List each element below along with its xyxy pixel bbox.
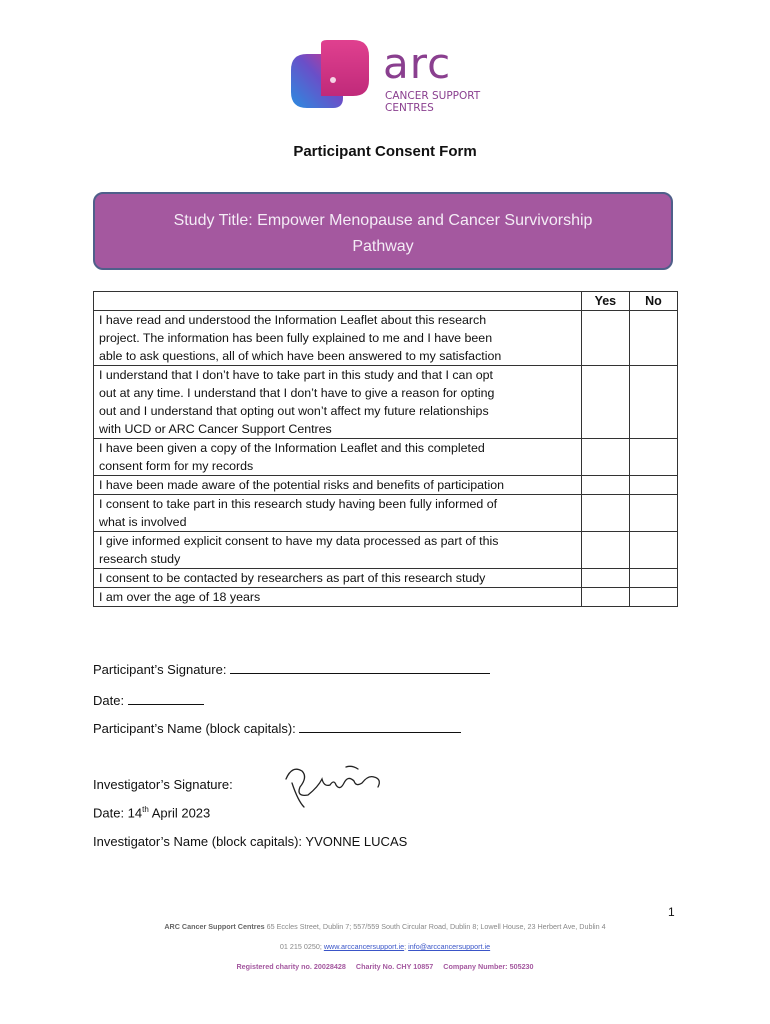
- consent-statement: I am over the age of 18 years: [94, 588, 582, 607]
- form-title: Participant Consent Form: [293, 143, 477, 160]
- study-title-line1: Study Title: Empower Menopause and Cancer Survivorship: [173, 212, 593, 229]
- yes-checkbox[interactable]: [581, 532, 629, 569]
- table-row: [94, 366, 678, 439]
- consent-statement: I have been given a copy of the Information Leaflet and this completed consent form for my records: [94, 439, 582, 476]
- yes-checkbox[interactable]: [581, 311, 629, 366]
- footer-contact: 01 215 0250; www.arccancersupport.ie; info@arccancersupport.ie: [279, 942, 491, 951]
- study-title-line2: Pathway: [352, 238, 414, 255]
- consent-statement: I have read and understood the Information Leaflet about this research project. The information has been fully explained to me and I have been able to ask questions, all of which have been answered to my satisfaction: [94, 311, 582, 366]
- footer-charity-no: Charity No. CHY 10857: [355, 962, 434, 971]
- yes-checkbox[interactable]: [581, 439, 629, 476]
- consent-statement: I give informed explicit consent to have my data processed as part of this research study: [94, 532, 582, 569]
- no-checkbox[interactable]: [629, 495, 677, 532]
- no-checkbox[interactable]: [629, 476, 677, 495]
- consent-statement: I consent to take part in this research study having been fully informed of what is involved: [94, 495, 582, 532]
- investigator-signature-label: Investigator’s Signature:: [93, 777, 233, 792]
- investigator-date: Date: 14th April 2023: [93, 805, 211, 821]
- yes-checkbox[interactable]: [581, 366, 629, 439]
- page-number: 1: [668, 905, 675, 919]
- logo-subtitle: CANCER SUPPORT CENTRES: [385, 90, 481, 114]
- table-row: [94, 311, 678, 366]
- footer-reg-charity: Registered charity no. 20028428: [236, 962, 346, 971]
- investigator-name: Investigator’s Name (block capitals): YVONNE LUCAS: [93, 834, 408, 849]
- footer-phone: 01 215 0250;: [279, 942, 324, 951]
- table-row: [94, 439, 678, 476]
- consent-statement: I understand that I don’t have to take part in this study and that I can opt out at any time. I understand that I don’t have to give a reason for opting out and I understand that opting out won’t affect my future relationships with UCD or ARC Cancer Support Centres: [94, 366, 582, 439]
- no-checkbox[interactable]: [629, 366, 677, 439]
- table-row: [94, 569, 678, 588]
- consent-statement: I consent to be contacted by researchers as part of this research study: [94, 569, 582, 588]
- no-checkbox[interactable]: [629, 588, 677, 607]
- no-checkbox[interactable]: [629, 311, 677, 366]
- consent-table: [93, 291, 678, 607]
- participant-name-row: [93, 718, 461, 736]
- footer-company-no: Company Number: 505230: [443, 962, 534, 971]
- no-checkbox[interactable]: [629, 439, 677, 476]
- footer-address-text: 65 Eccles Street, Dublin 7; 557/559 South Circular Road, Dublin 8; Lowell House, 23 Herbert Ave, Dublin 4: [264, 922, 606, 931]
- yes-checkbox[interactable]: [581, 495, 629, 532]
- logo-wordmark: arc: [383, 39, 452, 88]
- table-row: [94, 495, 678, 532]
- participant-date-field[interactable]: [128, 690, 204, 705]
- study-title-box: [93, 192, 673, 270]
- no-checkbox[interactable]: [629, 532, 677, 569]
- participant-date-label: Date:: [93, 693, 125, 708]
- participant-name-field[interactable]: [299, 718, 461, 733]
- statement-header: [94, 292, 582, 311]
- table-header-row: [94, 292, 678, 311]
- yes-checkbox[interactable]: [581, 569, 629, 588]
- participant-signature-label: Participant’s Signature:: [93, 662, 227, 677]
- participant-signature-field[interactable]: [230, 659, 490, 674]
- footer-address: [0, 922, 770, 931]
- participant-name-label: Participant’s Name (block capitals):: [93, 721, 296, 736]
- consent-statement: I have been made aware of the potential risks and benefits of participation: [94, 476, 582, 495]
- handwritten-signature: [278, 757, 398, 812]
- no-header: No: [629, 292, 677, 311]
- yes-header: Yes: [581, 292, 629, 311]
- table-row: [94, 532, 678, 569]
- table-row: [94, 588, 678, 607]
- footer-registration: [0, 962, 770, 971]
- footer-website-link[interactable]: www.arccancersupport.ie: [323, 942, 405, 951]
- yes-checkbox[interactable]: [581, 476, 629, 495]
- no-checkbox[interactable]: [629, 569, 677, 588]
- footer-email-link[interactable]: info@arccancersupport.ie: [408, 942, 491, 951]
- yes-checkbox[interactable]: [581, 588, 629, 607]
- participant-signature-row: [93, 659, 490, 677]
- footer-org: ARC Cancer Support Centres: [164, 922, 265, 931]
- heart-logo-icon: [283, 40, 378, 110]
- participant-date-row: [93, 690, 204, 708]
- arc-logo: [283, 40, 503, 120]
- table-row: [94, 476, 678, 495]
